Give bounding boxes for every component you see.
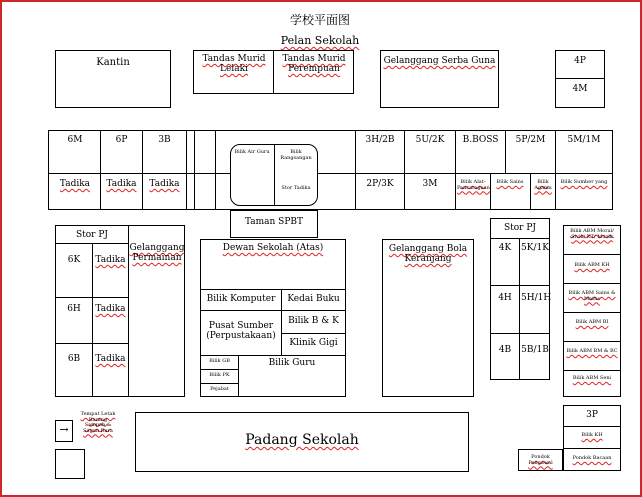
tempat-letak-sampah: Tempat Letak Barang Sampah & Sagun Bara [80,411,116,434]
abm-kh: Bilik ABM KH [574,262,610,268]
class-5h-1h: 5H/1H [521,293,552,303]
class-4k: 4K [498,243,512,253]
gelanggang-serba-guna-label: Gelanggang Serba Guna [383,56,496,66]
class-3p-block [563,405,621,471]
tadika-1: Tadika [59,179,91,189]
class-5p-2m: 5P/2M [515,135,546,145]
dewan-sekolah: Dewan Sekolah (Atas) [222,243,324,253]
class-3m: 3M [422,179,438,189]
bilik-agama: Bilik Agama [534,179,552,191]
title-malay: Pelan Sekolah [280,34,360,47]
bilik-kh: Bilik KH [581,432,603,438]
class-6k: 6K [67,255,81,265]
pondok-pengawal-label: Pondok Pengawal [528,454,553,466]
tadika-3: Tadika [149,179,180,189]
bilik-rangsangan: Bilik Rangsangan [280,149,312,161]
pejabat: Pejabat [210,386,229,392]
tadika-b: Tadika [95,304,126,314]
class-6m: 6M [67,135,83,145]
pusat-sumber: Pusat Sumber (Perpustakaan) [206,321,276,341]
class-4b: 4B [498,345,512,355]
bilik-alat: Bilik Alat-Pancaragaan [457,179,490,191]
kantin-room [55,50,171,108]
kantin-label: Kantin [96,57,130,68]
small-box [55,449,85,479]
class-4m-label: 4M [572,84,588,94]
tadika-c: Tadika [95,354,126,364]
class-3b: 3B [158,135,171,145]
title-chinese: 学校平面图 [289,13,350,27]
class-3h-2b: 3H/2B [365,135,395,145]
tandas-block [193,50,354,94]
class-3p: 3P [586,410,598,420]
stor-pj-left: Stor PJ [75,230,109,240]
bilik-b-k: Bilik B & K [288,316,339,326]
class-5m-1m: 5M/1M [567,135,601,145]
class-4p-4m [555,50,605,108]
gelanggang-bola-label: Gelanggang Bola Keranjang [388,244,468,264]
bilik-sains: Bilik Sains [496,179,524,185]
taman-spbt [230,210,318,238]
abm-bi: Bilik ABM BI [575,319,609,325]
bilik-sumber: Bilik Sumber yang [560,179,608,185]
bilik-boss: B.BOSS [462,135,499,145]
class-2p-3k: 2P/3K [366,179,394,189]
class-4h: 4H [498,293,512,303]
arrow-right-icon: → [59,423,69,436]
class-6b: 6B [67,354,81,364]
gelanggang-bola-keranjang [382,239,474,397]
bilik-pk: Bilik PK [209,372,230,378]
padang-sekolah-label: Padang Sekolah [245,432,359,448]
gate-box [55,420,73,442]
abm-block [563,225,621,397]
gelanggang-serba-guna [380,50,499,108]
class-5b-1b: 5B/1B [521,345,549,355]
tadika-a: Tadika [95,255,126,265]
abm-moral: Bilik ABM Moral/ Sivik/ KT/ Muzik [570,228,614,240]
tadika-2: Tadika [106,179,137,189]
class-6h: 6H [67,304,81,314]
stor-pj-right: Stor PJ [503,223,537,233]
kedai-buku: Kedai Buku [287,294,340,304]
class-5u-2k: 5U/2K [415,135,445,145]
abm-bm-bc: Bilik ABM BM & BC [566,348,618,354]
abm-seni: Bilik ABM Seni [572,375,612,381]
pondok-pengawal [518,449,563,471]
class-4p-label: 4P [574,56,586,66]
stor-tadika: Stor Tadika [281,185,311,191]
pondok-bacaan: Pondok Bacaan [572,455,612,461]
class-5k-1k: 5K/1K [521,243,549,253]
taman-spbt-label: Taman SPBT [244,217,304,227]
bilik-air-guru: Bilik Air Guru [234,149,270,155]
klinik-gigi: Klinik Gigi [289,338,338,348]
bilik-komputer: Bilik Komputer [206,294,276,304]
abm-sains-maths: Bilik ABM Sains & Maths [568,290,616,302]
tandas-lelaki-label: Tandas Murid Lelaki [202,54,266,74]
bilik-guru: Bilik Guru [268,358,316,368]
padang-sekolah [135,412,469,472]
gelanggang-permainan: Gelanggang Permainan [129,243,185,263]
tandas-perempuan-label: Tandas Murid Perempuan [282,54,346,74]
class-6p: 6P [115,135,128,145]
bilik-gb: Bilik GB [209,358,230,364]
